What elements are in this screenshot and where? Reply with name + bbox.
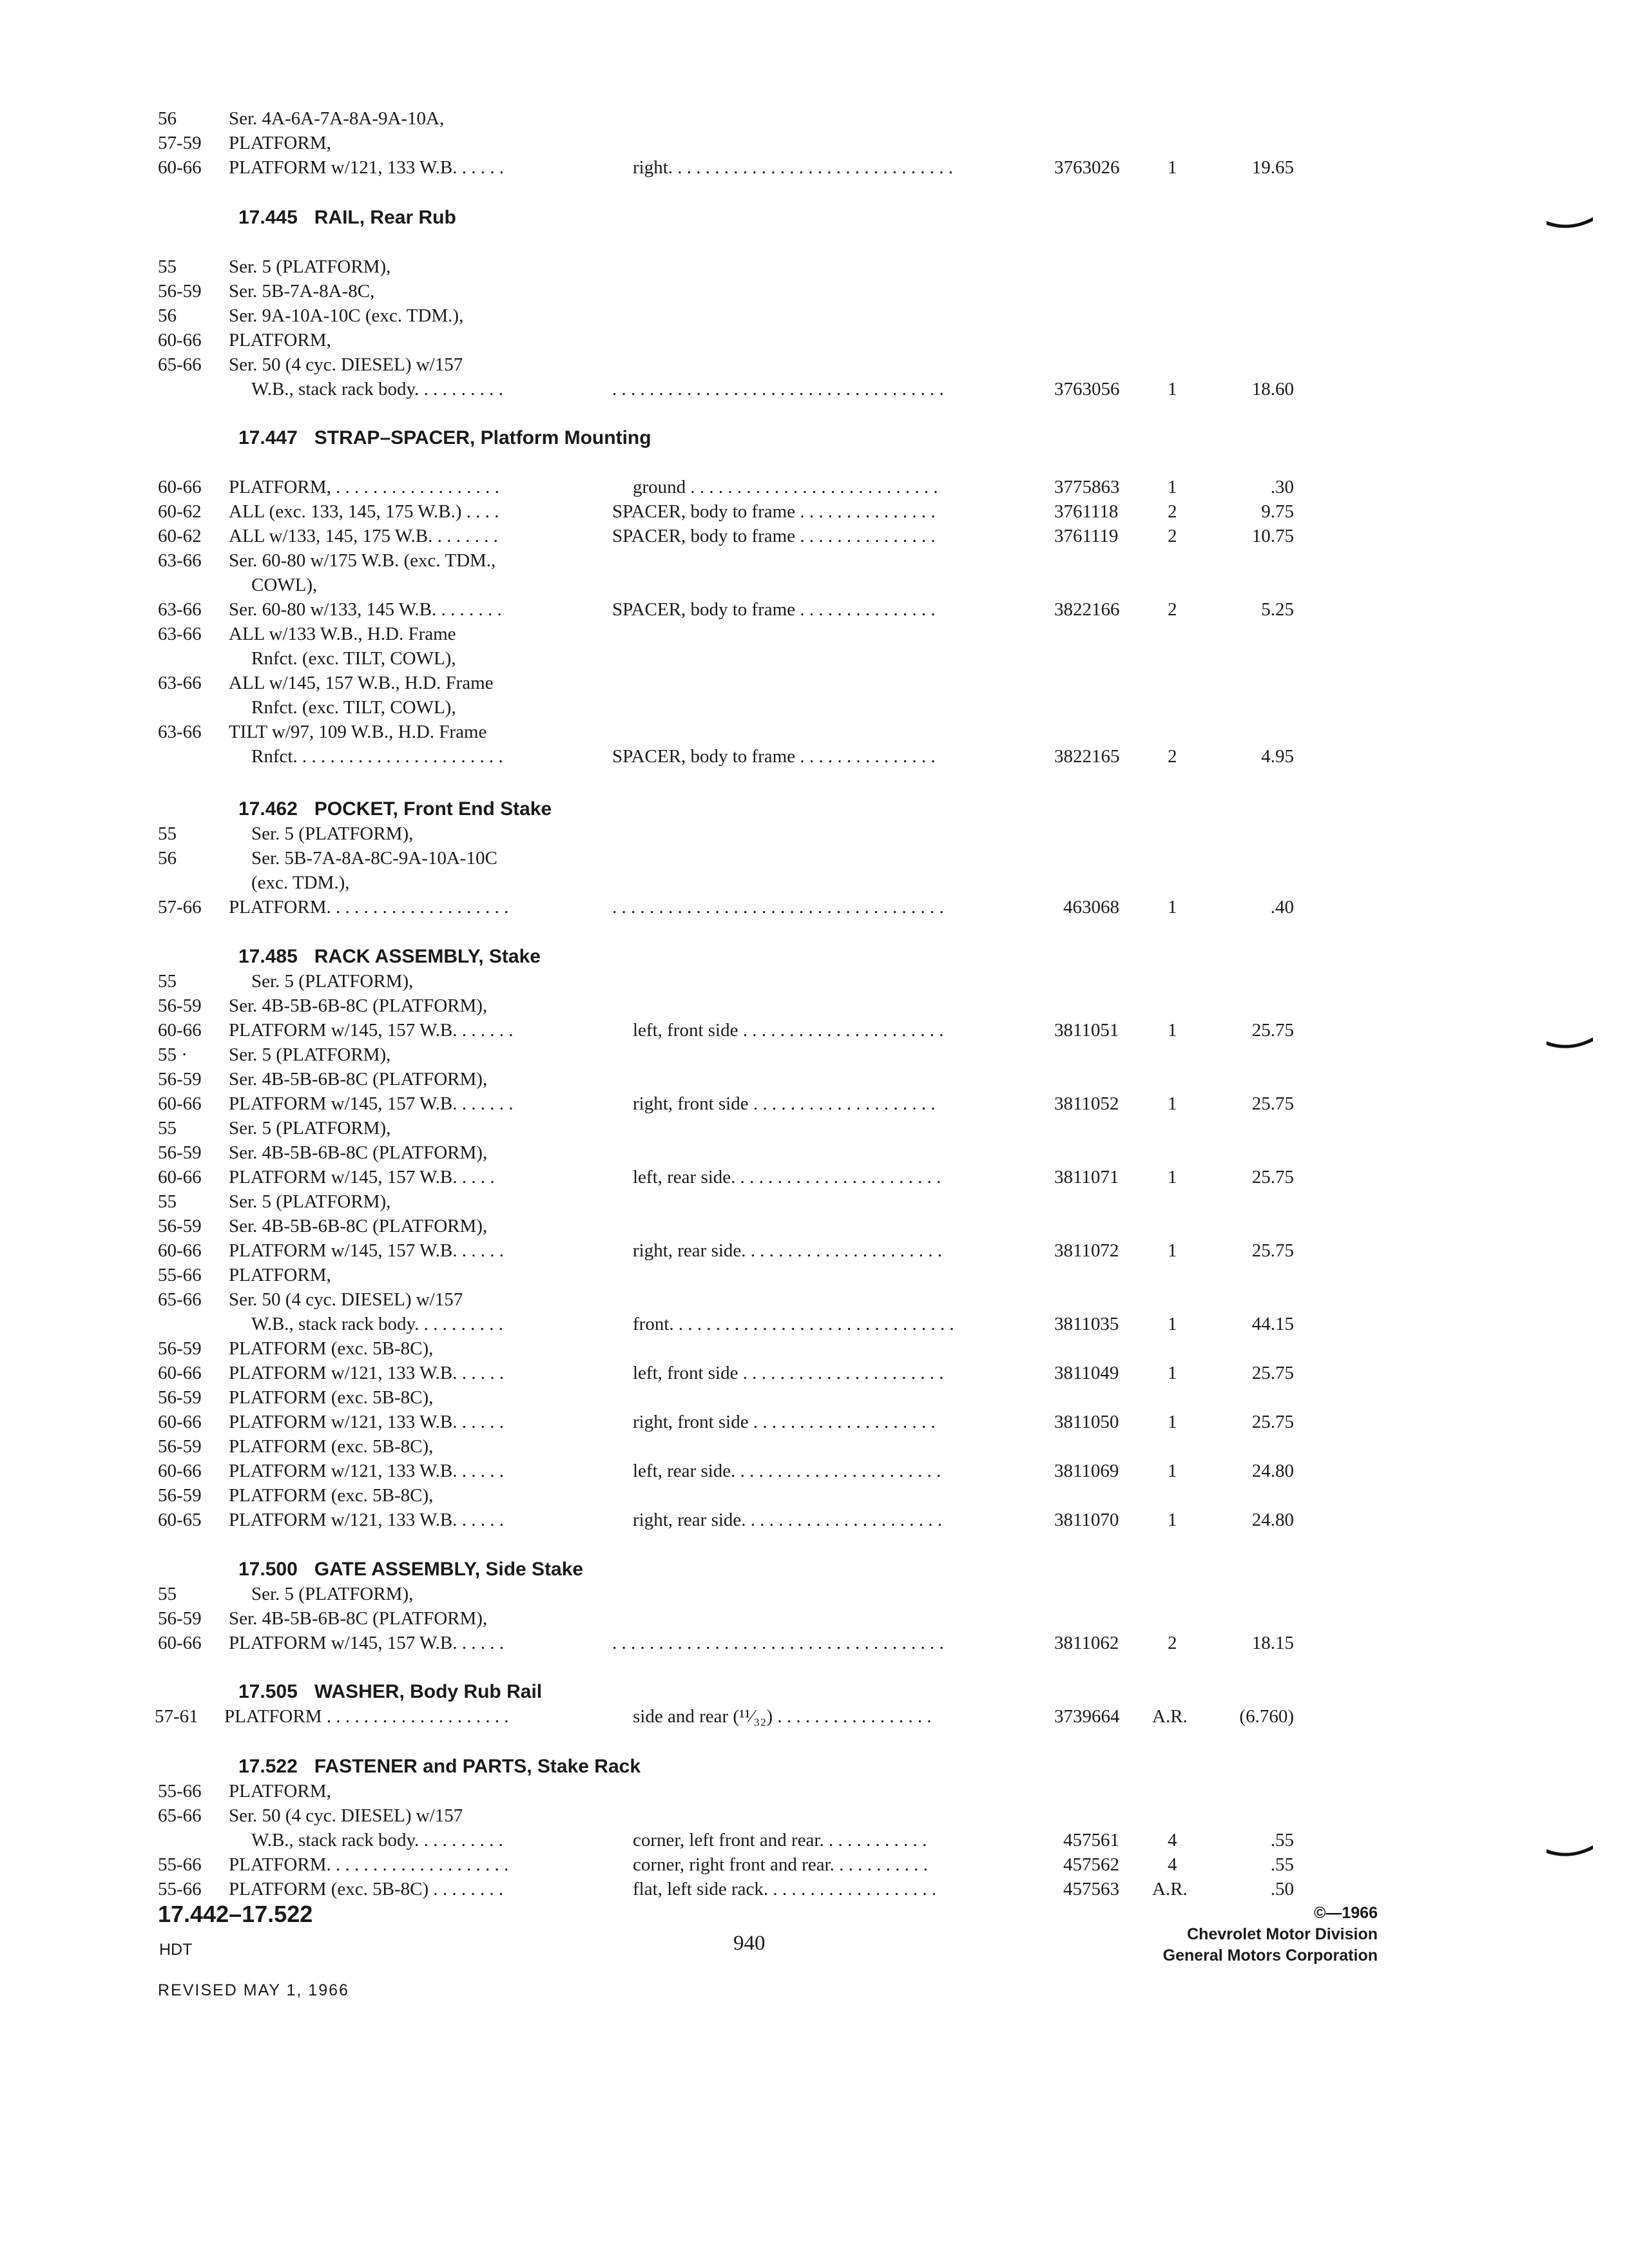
year-range: 60-66 (158, 1093, 202, 1114)
table-row (0, 671, 1629, 695)
part-number: 3811051 (1054, 1020, 1119, 1041)
table-row (0, 1165, 1629, 1189)
application: Ser. 60-80 w/175 W.B. (exc. TDM., (229, 550, 496, 571)
year-range: 56-59 (158, 1387, 202, 1408)
table-row (0, 1828, 1629, 1852)
part-number: 3763026 (1054, 157, 1120, 178)
table-row (0, 1582, 1629, 1606)
application: PLATFORM (exc. 5B-8C) . . . . . . . . (229, 1879, 504, 1899)
year-range: 60-66 (158, 1461, 202, 1481)
table-row (0, 475, 1629, 499)
price: 10.75 (1251, 526, 1294, 546)
quantity: 1 (1168, 1510, 1177, 1530)
application: Ser. 4A-6A-7A-8A-9A-10A, (229, 108, 445, 129)
description: flat, left side rack. . . . . . . . . . . . . . . . . . . (633, 1879, 937, 1899)
year-range: 55-66 (158, 1854, 202, 1875)
section-title: POCKET, Front End Stake (314, 798, 552, 820)
year-range: 56-59 (158, 281, 202, 302)
application: PLATFORM. . . . . . . . . . . . . . . . . . . . (229, 1854, 509, 1875)
table-row (0, 846, 1629, 870)
part-number: 3775863 (1054, 477, 1120, 497)
table-row (0, 1385, 1629, 1410)
quantity: 1 (1168, 1363, 1177, 1383)
application: PLATFORM w/145, 157 W.B. . . . . . . (229, 1020, 514, 1041)
description: front. . . . . . . . . . . . . . . . . . . . . . . . . . . . . . . (633, 1314, 954, 1334)
section-number: 17.485 (238, 946, 298, 967)
quantity: 1 (1168, 1314, 1177, 1334)
year-range: 56-59 (158, 995, 202, 1016)
year-range: 65-66 (158, 354, 202, 375)
part-number: 3811035 (1054, 1314, 1119, 1334)
table-row (0, 1018, 1629, 1043)
table-row (0, 597, 1629, 622)
price: 44.15 (1251, 1314, 1294, 1334)
application: Ser. 5 (PLATFORM), (229, 256, 391, 277)
year-range: 57-59 (158, 133, 202, 153)
quantity: 1 (1168, 1461, 1177, 1481)
section-title: GATE ASSEMBLY, Side Stake (314, 1559, 584, 1580)
quantity: 1 (1168, 1020, 1177, 1041)
section-title: WASHER, Body Rub Rail (314, 1681, 543, 1702)
table-row (0, 255, 1629, 279)
application: PLATFORM, (229, 330, 331, 351)
application: Ser. 5 (PLATFORM), (229, 1118, 391, 1139)
table-row (0, 352, 1629, 377)
year-range: 56-59 (158, 1338, 202, 1359)
description: . . . . . . . . . . . . . . . . . . . . . . . . . . . . . . . . . . . . (612, 379, 944, 399)
year-range: 60-66 (158, 1363, 202, 1383)
table-row (0, 155, 1629, 180)
catalog-code: HDT (159, 1941, 193, 1959)
table-row (0, 1631, 1629, 1655)
application: ALL w/133, 145, 175 W.B. . . . . . . . (229, 526, 498, 546)
part-number: 3811070 (1054, 1510, 1119, 1530)
application: (exc. TDM.), (251, 872, 350, 893)
price: 5.25 (1261, 599, 1294, 620)
table-row (0, 1140, 1629, 1165)
part-number: 463068 (1063, 897, 1119, 918)
price: .30 (1270, 477, 1294, 497)
section-number: 17.522 (238, 1756, 298, 1777)
quantity: 1 (1168, 379, 1177, 399)
binder-mark-icon (1545, 1844, 1594, 1858)
table-row (0, 1606, 1629, 1631)
table-row (0, 1287, 1629, 1312)
table-row (0, 695, 1629, 720)
year-range: 56-59 (158, 1216, 202, 1236)
application: Ser. 5B-7A-8A-8C-9A-10A-10C (251, 848, 497, 869)
table-row (0, 1043, 1629, 1067)
application: Ser. 4B-5B-6B-8C (PLATFORM), (229, 1608, 488, 1629)
price: 25.75 (1251, 1363, 1294, 1383)
application: Ser. 4B-5B-6B-8C (PLATFORM), (229, 1069, 488, 1090)
table-row (0, 548, 1629, 573)
quantity: 1 (1168, 897, 1177, 918)
year-range: 60-62 (158, 526, 202, 546)
description: right, rear side. . . . . . . . . . . . . . . . . . . . . . (633, 1510, 943, 1530)
application: PLATFORM (exc. 5B-8C), (229, 1387, 434, 1408)
part-number: 457561 (1063, 1830, 1119, 1850)
quantity: 1 (1168, 1240, 1177, 1261)
table-row (0, 524, 1629, 548)
table-row (0, 1091, 1629, 1116)
table-row (0, 1189, 1629, 1214)
year-range: 56 (158, 305, 177, 326)
table-row (0, 1263, 1629, 1287)
application: W.B., stack rack body. . . . . . . . . . (251, 379, 503, 399)
application: PLATFORM w/121, 133 W.B. . . . . . (229, 1412, 505, 1432)
table-row (0, 1361, 1629, 1385)
quantity: 1 (1168, 1167, 1177, 1187)
year-range: 55-66 (158, 1879, 202, 1899)
year-range: 55 (158, 1584, 177, 1604)
price: 24.80 (1251, 1461, 1294, 1481)
year-range: 56-59 (158, 1142, 202, 1163)
table-row (0, 895, 1629, 919)
application: PLATFORM, (229, 1781, 331, 1802)
description: . . . . . . . . . . . . . . . . . . . . . . . . . . . . . . . . . . . . (612, 1633, 944, 1653)
year-range: 55 (158, 971, 177, 992)
description: left, rear side. . . . . . . . . . . . . . . . . . . . . . . (633, 1167, 941, 1187)
year-range: 55 · (158, 1044, 188, 1065)
year-range: 55 (158, 256, 177, 277)
application: PLATFORM w/121, 133 W.B. . . . . . (229, 157, 505, 178)
table-row (0, 377, 1629, 401)
table-row (0, 106, 1629, 131)
part-number: 3811049 (1054, 1363, 1119, 1383)
year-range: 63-66 (158, 550, 202, 571)
year-range: 60-66 (158, 1633, 202, 1653)
quantity: 2 (1168, 746, 1177, 767)
application: Ser. 4B-5B-6B-8C (PLATFORM), (229, 995, 488, 1016)
year-range: 63-66 (158, 673, 202, 693)
part-number: 3822166 (1054, 599, 1120, 620)
section-number: 17.447 (238, 427, 298, 448)
part-number: 3811069 (1054, 1461, 1119, 1481)
table-row (0, 1336, 1629, 1361)
price: 25.75 (1251, 1412, 1294, 1432)
part-number: 3761119 (1054, 526, 1119, 546)
price: .55 (1270, 1830, 1294, 1850)
table-row (0, 279, 1629, 303)
table-row (0, 1214, 1629, 1238)
year-range: 60-66 (158, 330, 202, 351)
application: Ser. 5 (PLATFORM), (251, 823, 414, 844)
section-number: 17.500 (238, 1559, 298, 1580)
table-row (0, 1116, 1629, 1140)
application: PLATFORM. . . . . . . . . . . . . . . . . . . . (229, 897, 509, 918)
section-heading (238, 205, 456, 231)
year-range: 55 (158, 823, 177, 844)
section-heading (238, 944, 541, 970)
quantity: 4 (1168, 1830, 1177, 1850)
price: 25.75 (1251, 1020, 1294, 1041)
table-row (0, 328, 1629, 352)
table-row (0, 1067, 1629, 1091)
application: COWL), (251, 575, 318, 595)
part-number: 3811062 (1054, 1633, 1119, 1653)
year-range: 55-66 (158, 1265, 202, 1285)
table-row (0, 870, 1629, 895)
application: PLATFORM (exc. 5B-8C), (229, 1338, 434, 1359)
binder-mark-icon (1545, 1036, 1594, 1050)
application: Ser. 5 (PLATFORM), (251, 1584, 414, 1604)
price: 9.75 (1261, 501, 1294, 522)
year-range: 55 (158, 1118, 177, 1139)
section-heading (238, 1557, 583, 1582)
section-title: FASTENER and PARTS, Stake Rack (314, 1756, 641, 1777)
application: Ser. 5B-7A-8A-8C, (229, 281, 375, 302)
table-row (0, 1483, 1629, 1508)
year-range: 60-66 (158, 477, 202, 497)
application: PLATFORM w/121, 133 W.B. . . . . . (229, 1510, 505, 1530)
year-range: 60-66 (158, 1020, 202, 1041)
price: 25.75 (1251, 1093, 1294, 1114)
quantity: A.R. (1152, 1879, 1188, 1899)
year-range: 60-65 (158, 1510, 202, 1530)
application: Ser. 4B-5B-6B-8C (PLATFORM), (229, 1216, 488, 1236)
description: SPACER, body to frame . . . . . . . . . . . . . . . (612, 746, 936, 767)
price: 18.15 (1251, 1633, 1294, 1653)
application: Ser. 4B-5B-6B-8C (PLATFORM), (229, 1142, 488, 1163)
quantity: 1 (1168, 1412, 1177, 1432)
application: PLATFORM w/145, 157 W.B. . . . . (229, 1167, 495, 1187)
year-range: 63-66 (158, 722, 202, 742)
quantity: 2 (1168, 599, 1177, 620)
application: Ser. 5 (PLATFORM), (251, 971, 414, 992)
quantity: 2 (1168, 526, 1177, 546)
table-row (0, 499, 1629, 524)
section-heading (238, 425, 651, 451)
application: PLATFORM w/145, 157 W.B. . . . . . (229, 1240, 505, 1261)
year-range: 60-66 (158, 1167, 202, 1187)
section-title: RACK ASSEMBLY, Stake (314, 946, 541, 967)
year-range: 63-66 (158, 599, 202, 620)
year-range: 60-66 (158, 157, 202, 178)
part-number: 3822165 (1054, 746, 1120, 767)
section-heading (238, 1679, 542, 1705)
part-number: 3811072 (1054, 1240, 1119, 1261)
year-range: 63-66 (158, 624, 202, 644)
year-range: 56-59 (158, 1608, 202, 1629)
description: right, front side . . . . . . . . . . . . . . . . . . . . (633, 1093, 936, 1114)
application: ALL w/133 W.B., H.D. Frame (229, 624, 456, 644)
application: PLATFORM w/121, 133 W.B. . . . . . (229, 1461, 505, 1481)
year-range: 65-66 (158, 1289, 202, 1310)
price: (6.760) (1239, 1706, 1294, 1727)
price: .55 (1270, 1854, 1294, 1875)
part-number: 3763056 (1054, 379, 1120, 399)
table-row (0, 822, 1629, 846)
table-row (0, 646, 1629, 671)
page-number: 940 (733, 1932, 766, 1955)
quantity: A.R. (1152, 1706, 1188, 1727)
application: Ser. 5 (PLATFORM), (229, 1044, 391, 1065)
description: right, rear side. . . . . . . . . . . . . . . . . . . . . . (633, 1240, 943, 1261)
year-range: 56 (158, 848, 177, 869)
application: ALL (exc. 133, 145, 175 W.B.) . . . . (229, 501, 499, 522)
year-range: 57-61 (155, 1706, 198, 1727)
price: 24.80 (1251, 1510, 1294, 1530)
table-row (0, 1459, 1629, 1483)
year-range: 65-66 (158, 1805, 202, 1826)
part-number: 3811050 (1054, 1412, 1119, 1432)
application: Rnfct. (exc. TILT, COWL), (251, 648, 456, 669)
part-number: 3739664 (1054, 1706, 1120, 1727)
table-row (0, 131, 1629, 155)
table-row (0, 1803, 1629, 1828)
quantity: 4 (1168, 1854, 1177, 1875)
application: TILT w/97, 109 W.B., H.D. Frame (229, 722, 487, 742)
description: right, front side . . . . . . . . . . . . . . . . . . . . (633, 1412, 936, 1432)
table-row (0, 744, 1629, 769)
page-range-code: 17.442–17.522 (158, 1901, 313, 1927)
application: PLATFORM, . . . . . . . . . . . . . . . . . . (229, 477, 499, 497)
table-row (0, 1434, 1629, 1459)
table-row (0, 1877, 1629, 1901)
application: PLATFORM w/145, 157 W.B. . . . . . (229, 1633, 505, 1653)
part-number: 3761118 (1054, 501, 1119, 522)
table-row (0, 1779, 1629, 1803)
price: .50 (1270, 1879, 1294, 1899)
table-row (0, 994, 1629, 1018)
price: .40 (1270, 897, 1294, 918)
description: . . . . . . . . . . . . . . . . . . . . . . . . . . . . . . . . . . . . (612, 897, 944, 918)
table-row (0, 969, 1629, 994)
description: side and rear (¹¹⁄₃₂) . . . . . . . . . . . . . . . . . (633, 1706, 932, 1727)
quantity: 1 (1168, 157, 1177, 178)
part-number: 457563 (1063, 1879, 1119, 1899)
part-number: 457562 (1063, 1854, 1119, 1875)
table-row (0, 1508, 1629, 1532)
application: PLATFORM . . . . . . . . . . . . . . . . . . . . (224, 1706, 509, 1727)
quantity: 1 (1168, 1093, 1177, 1114)
price: 25.75 (1251, 1167, 1294, 1187)
application: PLATFORM, (229, 133, 331, 153)
price: 19.65 (1251, 157, 1294, 178)
application: PLATFORM w/121, 133 W.B. . . . . . (229, 1363, 505, 1383)
description: left, front side . . . . . . . . . . . . . . . . . . . . . . (633, 1363, 944, 1383)
quantity: 2 (1168, 1633, 1177, 1653)
price: 4.95 (1261, 746, 1294, 767)
year-range: 56-59 (158, 1436, 202, 1457)
price: 18.60 (1251, 379, 1294, 399)
year-range: 60-66 (158, 1240, 202, 1261)
application: Rnfct. (exc. TILT, COWL), (251, 697, 456, 718)
table-row (0, 720, 1629, 744)
table-row (0, 1704, 1629, 1729)
year-range: 56-59 (158, 1069, 202, 1090)
section-number: 17.445 (238, 207, 298, 228)
description: corner, left front and rear. . . . . . . . . . . . (633, 1830, 927, 1850)
price: 25.75 (1251, 1240, 1294, 1261)
application: Ser. 5 (PLATFORM), (229, 1191, 391, 1212)
part-number: 3811052 (1054, 1093, 1119, 1114)
year-range: 55-66 (158, 1781, 202, 1802)
description: right. . . . . . . . . . . . . . . . . . . . . . . . . . . . . . . (633, 157, 954, 178)
description: SPACER, body to frame . . . . . . . . . . . . . . . (612, 599, 936, 620)
application: ALL w/145, 157 W.B., H.D. Frame (229, 673, 494, 693)
year-range: 56-59 (158, 1485, 202, 1506)
corporation-name: General Motors Corporation (1162, 1946, 1378, 1965)
application: W.B., stack rack body. . . . . . . . . . (251, 1314, 503, 1334)
section-heading (238, 796, 552, 822)
table-row (0, 1238, 1629, 1263)
table-row (0, 303, 1629, 328)
part-number: 3811071 (1054, 1167, 1119, 1187)
description: left, front side . . . . . . . . . . . . . . . . . . . . . . (633, 1020, 944, 1041)
application: PLATFORM, (229, 1265, 331, 1285)
quantity: 1 (1168, 477, 1177, 497)
revision-date: REVISED MAY 1, 1966 (158, 1981, 349, 1999)
section-heading (238, 1754, 641, 1780)
application: W.B., stack rack body. . . . . . . . . . (251, 1830, 503, 1850)
application: PLATFORM (exc. 5B-8C), (229, 1436, 434, 1457)
division-name: Chevrolet Motor Division (1187, 1925, 1378, 1943)
description: left, rear side. . . . . . . . . . . . . . . . . . . . . . . (633, 1461, 941, 1481)
year-range: 55 (158, 1191, 177, 1212)
binder-mark-icon (1545, 216, 1594, 230)
description: ground . . . . . . . . . . . . . . . . . . . . . . . . . . . (633, 477, 938, 497)
section-title: STRAP–SPACER, Platform Mounting (314, 427, 651, 448)
application: Rnfct. . . . . . . . . . . . . . . . . . . . . . . (251, 746, 503, 767)
application: Ser. 50 (4 cyc. DIESEL) w/157 (229, 1289, 463, 1310)
year-range: 56 (158, 108, 177, 129)
application: PLATFORM w/145, 157 W.B. . . . . . . (229, 1093, 514, 1114)
application: PLATFORM (exc. 5B-8C), (229, 1485, 434, 1506)
table-row (0, 573, 1629, 597)
year-range: 57-66 (158, 897, 202, 918)
copyright: ©—1966 (1313, 1904, 1378, 1922)
application: Ser. 60-80 w/133, 145 W.B. . . . . . . . (229, 599, 502, 620)
table-row (0, 1312, 1629, 1336)
application: Ser. 50 (4 cyc. DIESEL) w/157 (229, 354, 463, 375)
description: SPACER, body to frame . . . . . . . . . . . . . . . (612, 526, 936, 546)
section-number: 17.462 (238, 798, 298, 820)
application: Ser. 9A-10A-10C (exc. TDM.), (229, 305, 464, 326)
year-range: 60-62 (158, 501, 202, 522)
quantity: 2 (1168, 501, 1177, 522)
application: Ser. 50 (4 cyc. DIESEL) w/157 (229, 1805, 463, 1826)
year-range: 60-66 (158, 1412, 202, 1432)
section-title: RAIL, Rear Rub (314, 207, 456, 228)
table-row (0, 1852, 1629, 1877)
table-row (0, 1410, 1629, 1434)
table-row (0, 622, 1629, 646)
description: corner, right front and rear. . . . . . . . . . . (633, 1854, 928, 1875)
description: SPACER, body to frame . . . . . . . . . . . . . . . (612, 501, 936, 522)
section-number: 17.505 (238, 1681, 298, 1702)
